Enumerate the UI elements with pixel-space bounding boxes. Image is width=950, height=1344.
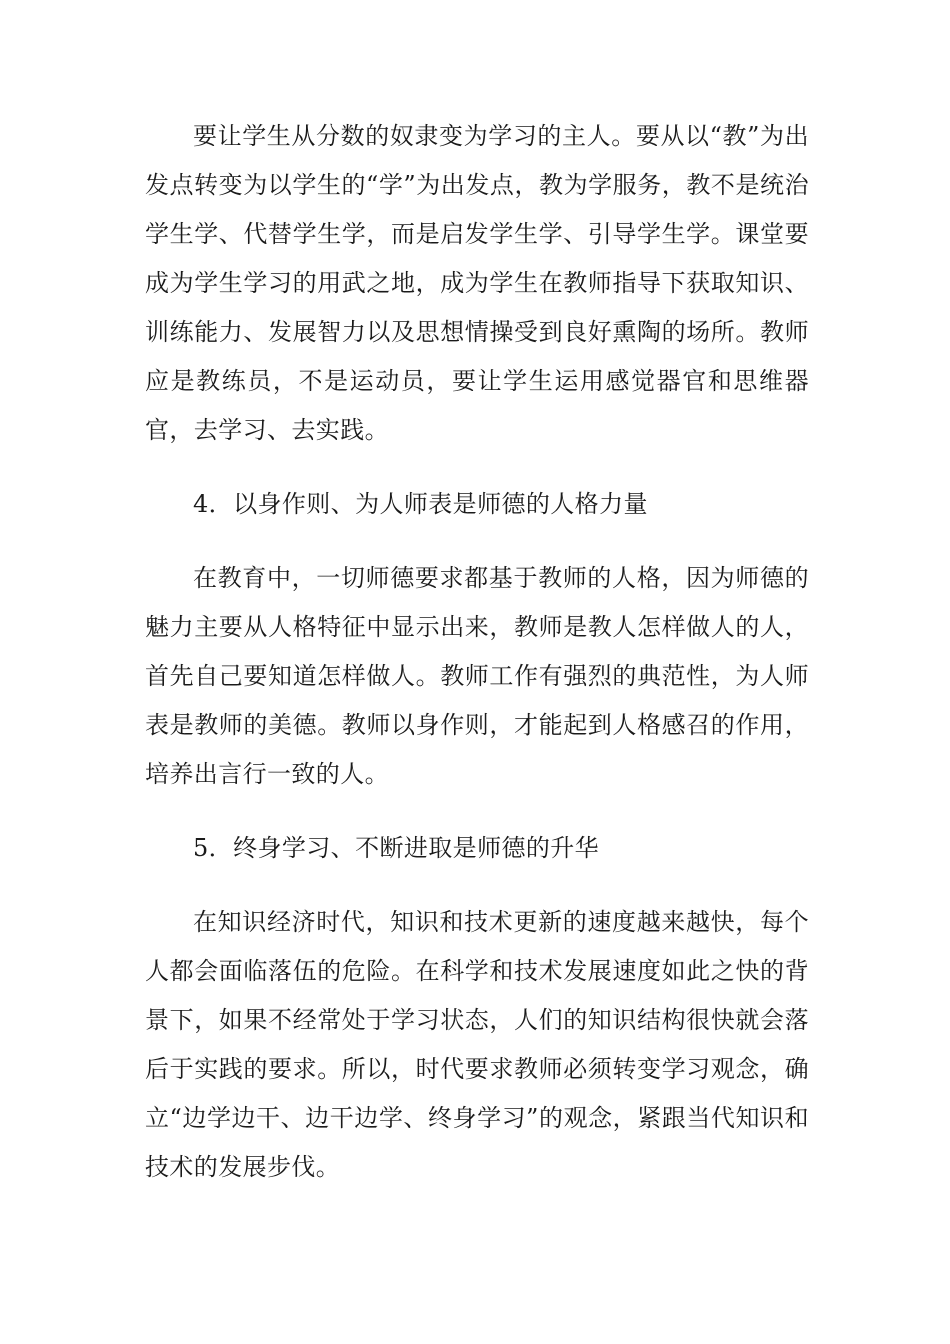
- paragraph-student-master: 要让学生从分数的奴隶变为学习的主人。要从以“教”为出发点转变为以学生的“学”为出发点，教为学服务，教不是统治学生学、代替学生学，而是启发学生学、引导学生学。课堂要成为学生学习的用武之地，成为学生在教师指导下获取知识、训练能力、发展智力以及思想情操受到良好熏陶的场所。教师应是教练员，不是运动员，要让学生运用感觉器官和思维器官，去学习、去实践。: [145, 122, 809, 444]
- section-heading-5: 5．终身学习、不断进取是师德的升华: [193, 834, 600, 862]
- document-body: [145, 112, 809, 1217]
- paragraph-teacher-personality: 在教育中，一切师德要求都基于教师的人格，因为师德的魅力主要从人格特征中显示出来，教师是教人怎样做人的人，首先自己要知道怎样做人。教师工作有强烈的典范性，为人师表是教师的美德。教师以身作则，才能起到人格感召的作用，培养出言行一致的人。: [145, 564, 809, 788]
- section-heading-4: 4．以身作则、为人师表是师德的人格力量: [193, 490, 648, 518]
- paragraph-lifelong-learning: 在知识经济时代，知识和技术更新的速度越来越快，每个人都会面临落伍的危险。在科学和技术发展速度如此之快的背景下，如果不经常处于学习状态，人们的知识结构很快就会落后于实践的要求。所以，时代要求教师必须转变学习观念，确立“边学边干、边干边学、终身学习”的观念，紧跟当代知识和技术的发展步伐。: [145, 908, 809, 1181]
